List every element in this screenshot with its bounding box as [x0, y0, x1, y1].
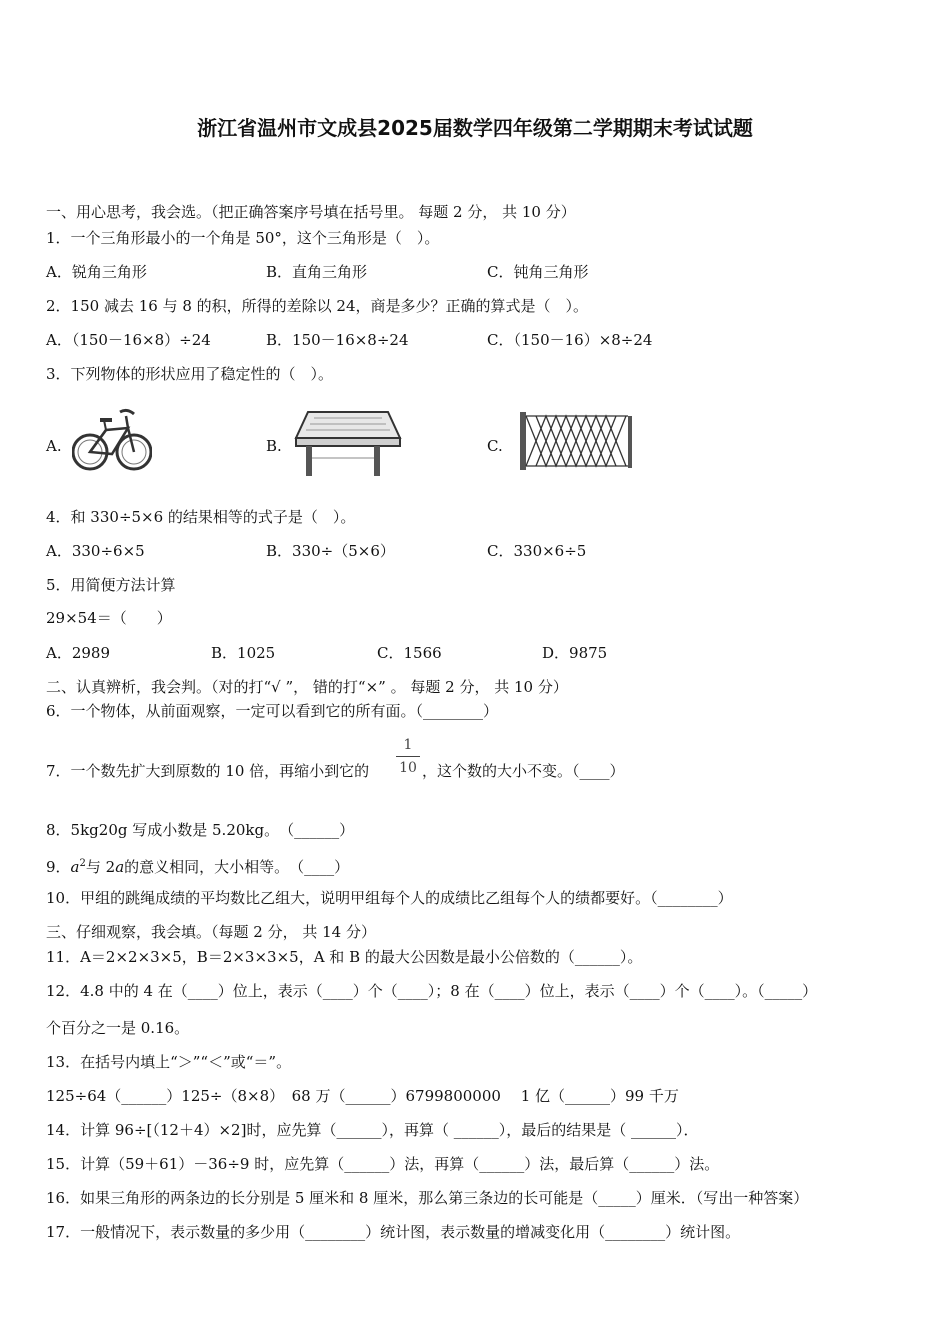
q5-expression: 29×54＝（ ） [46, 609, 172, 627]
fraction-denominator: 10 [399, 760, 417, 776]
question-11: 11．A＝2×2×3×5，B＝2×3×3×5，A 和 B 的最大公因数是最小公倍数的（______）。 [46, 948, 643, 966]
q2-option-b: B．150－16×8÷24 [266, 331, 409, 349]
q1-option-c: C．钝角三角形 [487, 263, 589, 281]
q9-number: 9． [46, 858, 71, 876]
q5-option-d: D．9875 [542, 644, 608, 662]
question-17: 17．一般情况下，表示数量的多少用（________）统计图，表示数量的增减变化用（________）统计图。 [46, 1223, 741, 1241]
q9-middle: 与 2 [85, 858, 116, 876]
question-10: 10．甲组的跳绳成绩的平均数比乙组大，说明甲组每个人的成绩比乙组每个人的绩都要好。（________） [46, 889, 733, 907]
question-9 [46, 854, 349, 877]
bicycle-image [72, 398, 152, 476]
question-13-items: 125÷64（______）125÷（8×8） 68 万（______）6799800000 1 亿（______）99 千万 [46, 1087, 679, 1105]
question-5: 5．用简便方法计算 [46, 576, 176, 594]
q2-option-c: C．（150－16）×8÷24 [487, 331, 653, 349]
q3-option-b: B. [266, 437, 282, 455]
question-1: 1．一个三角形最小的一个角是 50°，这个三角形是（ ）。 [46, 229, 440, 247]
q4-option-c: C．330×6÷5 [487, 542, 587, 560]
fraction-numerator: 1 [403, 737, 413, 753]
question-4: 4．和 330÷5×6 的结果相等的式子是（ ）。 [46, 508, 356, 526]
q4-option-a: A．330÷6×5 [46, 542, 145, 560]
q1-option-b: B．直角三角形 [266, 263, 368, 281]
q9-variable: a [70, 858, 80, 876]
question-2: 2．150 减去 16 与 8 的积，所得的差除以 24，商是多少？正确的算式是（ ）。 [46, 297, 589, 315]
page-title: 浙江省温州市文成县2025届数学四年级第二学期期末考试试题 [197, 116, 753, 140]
question-16: 16．如果三角形的两条边的长分别是 5 厘米和 8 厘米，那么第三条边的长可能是（_____）厘米．（写出一种答案） [46, 1189, 809, 1207]
q3-option-a: A. [46, 437, 62, 455]
q5-option-c: C．1566 [377, 644, 442, 662]
q9-rest: 的意义相同，大小相等。 （____） [124, 858, 350, 876]
question-7-part2: ，这个数的大小不变。（____） [422, 762, 625, 780]
q9-variable-2: a [115, 858, 125, 876]
fraction-one-tenth [396, 736, 420, 777]
section-2-heading: 二、认真辨析，我会判。（对的打“√ ”， 错的打“×” 。 每题 2 分， 共 10 分） [46, 678, 568, 696]
q1-option-a: A．锐角三角形 [46, 263, 147, 281]
q5-option-b: B．1025 [211, 644, 276, 662]
question-12-continued: 个百分之一是 0.16。 [46, 1019, 190, 1037]
q5-option-a: A．2989 [46, 644, 111, 662]
question-13: 13．在括号内填上“＞”“＜”或“＝”。 [46, 1053, 292, 1071]
q3-option-c: C. [487, 437, 503, 455]
question-12: 12．4.8 中的 4 在（____）位上，表示（____）个（____）；8 在（____）位上，表示（____）个（____）。（_____） [46, 982, 818, 1000]
section-1-heading: 一、用心思考，我会选。（把正确答案序号填在括号里。 每题 2 分， 共 10 分） [46, 203, 576, 221]
question-14: 14．计算 96÷[（12＋4）×2]时，应先算（______），再算（ ______），最后的结果是（ ______）． [46, 1121, 699, 1139]
table-image [294, 410, 402, 480]
q9-exponent: 2 [79, 858, 86, 869]
question-8: 8．5kg20g 写成小数是 5.20kg。 （______） [46, 821, 355, 839]
q2-option-a: A．（150－16×8）÷24 [46, 331, 211, 349]
folding-gate-image [518, 410, 636, 472]
q4-option-b: B．330÷（5×6） [266, 542, 395, 560]
section-3-heading: 三、仔细观察，我会填。（每题 2 分， 共 14 分） [46, 923, 376, 941]
question-7-part1: 7．一个数先扩大到原数的 10 倍，再缩小到它的 [46, 762, 370, 780]
question-3: 3．下列物体的形状应用了稳定性的（ ）。 [46, 365, 334, 383]
question-15: 15．计算（59＋61）－36÷9 时，应先算（______）法，再算（______）法，最后算（______）法。 [46, 1155, 720, 1173]
question-6: 6．一个物体，从前面观察，一定可以看到它的所有面。（________） [46, 702, 499, 720]
